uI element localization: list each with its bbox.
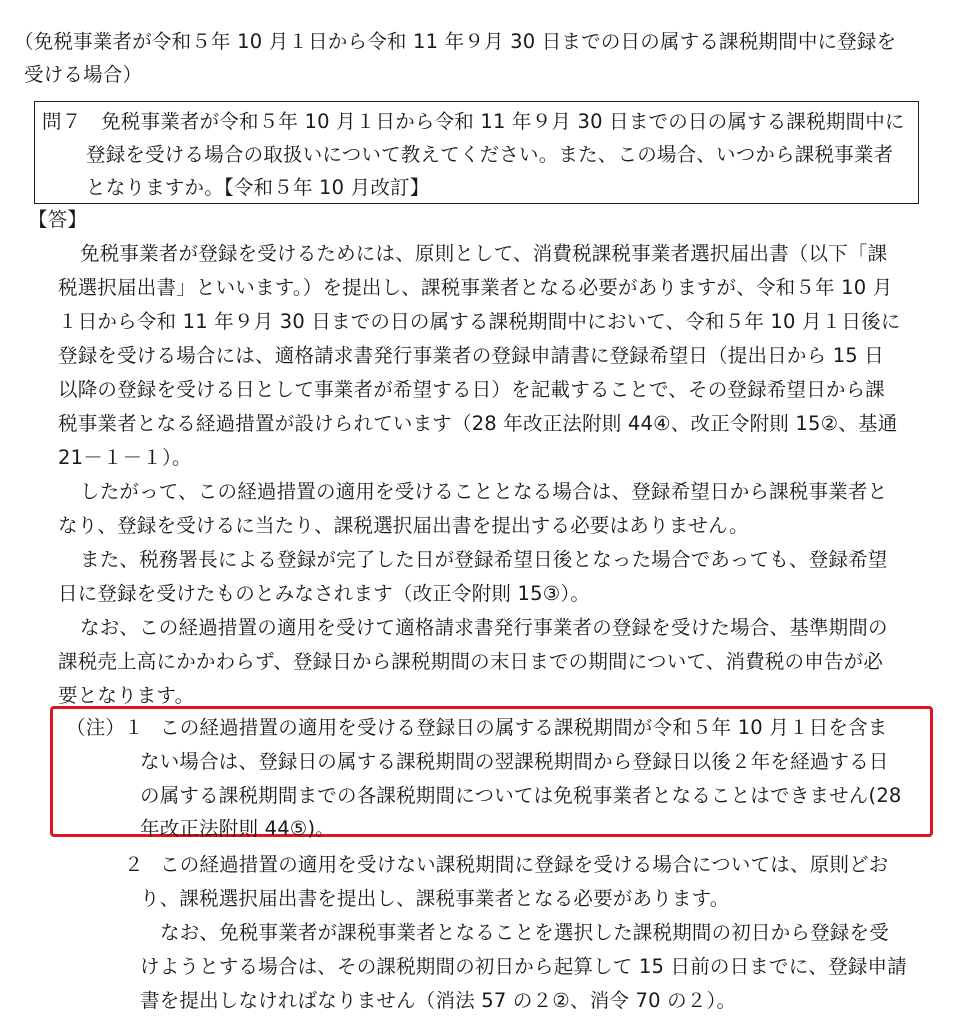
answer-p2-line-1: したがって、この経過措置の適用を受けることとなる場合は、登録希望日から課税事業者と [80,480,888,503]
note-1-line-1: この経過措置の適用を受ける登録日の属する課税期間が令和５年 10 月１日を含ま [160,716,888,739]
answer-heading: 【答】 [28,208,88,231]
note-1-line-3: の属する課税期間までの各課税期間については免税事業者となることはできません(28 [140,784,902,807]
question-line-3: となりますか。【令和５年 10 月改訂】 [86,176,430,199]
answer-p2-line-2: なり、登録を受けるに当たり、課税選択届出書を提出する必要はありません。 [58,514,749,537]
note-1-line-4: 年改正法附則 44⑤)。 [140,817,336,840]
answer-p4-line-3: 要となります。 [58,684,195,707]
answer-p1-line-3: １日から令和 11 年９月 30 日までの日の属する課税期間中において、令和５年 10 月１日後に [58,310,901,333]
note-2-number: ２ [124,853,144,876]
answer-p1-line-1: 免税事業者が登録を受けるためには、原則として、消費税課税事業者選択届出書（以下「課 [80,242,888,265]
note-2-line-5: 書を提出しなければなりません（消法 57 の２②、消令 70 の２）。 [140,989,737,1012]
answer-p4-line-1: なお、この経過措置の適用を受けて適格請求書発行事業者の登録を受けた場合、基準期間の [80,616,888,639]
answer-p4-line-2: 課税売上高にかかわらず、登録日から課税期間の末日までの期間について、消費税の申告が必 [58,650,884,673]
answer-p1-line-6: 税事業者となる経過措置が設けられています（28 年改正法附則 44④、改正令附則 15②、基通 [58,412,898,435]
note-2-line-3: なお、免税事業者が課税事業者となることを選択した課税期間の初日から登録を受 [160,921,889,944]
answer-p3-line-2: 日に登録を受けたものとみなされます（改正令附則 15③）。 [58,582,591,605]
section-header-line-2: 受ける場合） [24,63,143,86]
answer-p1-line-7: 21－１－１）。 [58,446,192,469]
note-1-number: １ [124,716,144,739]
note-2-line-1: この経過措置の適用を受けない課税期間に登録を受ける場合については、原則どお [160,853,889,876]
note-2-line-4: けようとする場合は、その課税期間の初日から起算して 15 日前の日までに、登録申請 [140,955,907,978]
answer-p1-line-5: 以降の登録を受ける日として事業者が希望する日）を記載することで、その登録希望日から課 [58,378,886,401]
note-2-line-2: り、課税選択届出書を提出し、課税事業者となる必要があります。 [140,887,730,910]
answer-p1-line-2: 税選択届出書」といいます。）を提出し、課税事業者となる必要がありますが、令和５年 10 月 [58,276,893,299]
notes-label: （注） [66,716,126,739]
question-line-1: 問７ 免税事業者が令和５年 10 月１日から令和 11 年９月 30 日までの日の属する課税期間中に [42,110,905,133]
answer-p1-line-4: 登録を受ける場合には、適格請求書発行事業者の登録申請書に登録希望日（提出日から 15 日 [58,344,885,367]
note-1-line-2: ない場合は、登録日の属する課税期間の翌課税期間から登録日以後２年を経過する日 [140,750,889,773]
question-line-2: 登録を受ける場合の取扱いについて教えてください。また、この場合、いつから課税事業者 [86,143,894,166]
answer-p3-line-1: また、税務署長による登録が完了した日が登録希望日後となった場合であっても、登録希望 [80,548,888,571]
section-header-line-1: （免税事業者が令和５年 10 月１日から令和 11 年９月 30 日までの日の属する課税期間中に登録を [14,30,897,53]
